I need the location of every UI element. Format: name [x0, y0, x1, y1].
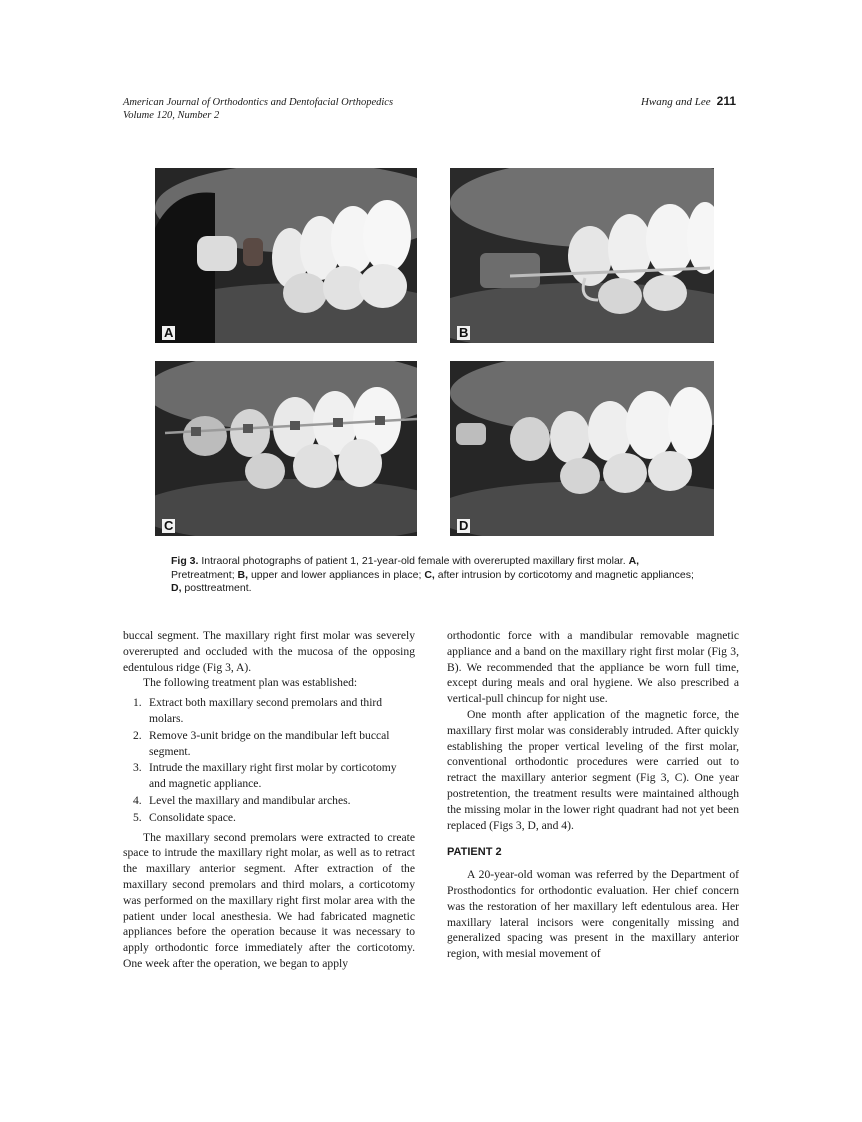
panel-label-d: D — [459, 518, 469, 533]
list-item: 2. Remove 3-unit bridge on the mandibular left buccal segment. — [133, 728, 390, 758]
page-number: 211 — [716, 94, 736, 108]
journal-title: American Journal of Orthodontics and Dentofacial Orthopedics — [123, 97, 394, 108]
photo-b-image — [450, 168, 714, 343]
photo-d-image — [450, 361, 714, 536]
authors: Hwang and Lee — [640, 96, 711, 108]
photo-panel-d — [450, 361, 714, 536]
photo-a-image — [155, 168, 417, 343]
paragraph: A 20-year-old woman was referred by the Department of Prosthodontics for orthodontic evaluation. Her chief concern was the restoration of her maxillary left edentulous area. Her maxillary lateral incisors were congenitally missing and generalized spacing was present in the maxillary anterior region, with mesial movement of — [447, 868, 739, 961]
paragraph: The maxillary second premolars were extracted to create space to intrude the maxillary right molar, as well as to retract the maxillary anterior segment. After extraction of the maxillary second premolars and third molars, a corticotomy was performed on the maxillary right first molar area with the patient under local anesthesia. We had fabricated magnetic appliances before the operation because it was necessary to apply orthodontic force immediately after the corticotomy. One week after the operation, we began to apply — [123, 830, 415, 970]
photo-c-image — [155, 361, 417, 536]
treatment-plan-list — [123, 695, 415, 825]
panel-label-a: A — [164, 325, 174, 340]
running-header-left — [123, 96, 393, 122]
panel-label-b: B — [459, 325, 469, 340]
list-item: 3. Intrude the maxillary right first molar by corticotomy and magnetic appliance. — [133, 761, 397, 791]
photo-panel-b — [450, 168, 714, 343]
body-column-left — [123, 628, 415, 972]
body-column-right — [447, 628, 739, 962]
journal-volume: Volume 120, Number 2 — [123, 110, 220, 121]
list-item: 4. Level the maxillary and mandibular arches. — [133, 793, 351, 807]
list-item: 5. Consolidate space. — [133, 810, 236, 824]
panel-label-c: C — [164, 518, 174, 533]
paragraph: orthodontic force with a mandibular removable magnetic appliance and a band on the maxillary right first molar (Fig 3, B). We recommended that the appliance be worn full time, except during meals and oral hygiene. We also prescribed a vertical-pull chincup for night use. — [447, 629, 739, 706]
photo-panel-a — [155, 168, 417, 343]
figure-caption: Fig 3. Intraoral photographs of patient 1, 21-year-old female with overerupted maxillary first molar. A, Pretreatment; B, upper and lower appliances in place; C, after intrusion by corticotomy and magnetic appliances; D, posttreatment. — [171, 555, 694, 594]
running-header-right — [641, 94, 736, 108]
section-heading: PATIENT 2 — [447, 846, 502, 859]
list-item: 1. Extract both maxillary second premolars and third molars. — [133, 696, 383, 725]
paragraph: buccal segment. The maxillary right first molar was severely overerupted and occluded with the mucosa of the opposing edentulous ridge (Fig 3, A). — [123, 629, 415, 674]
paragraph: The following treatment plan was established: — [143, 676, 358, 690]
caption-fig-label: Fig 3. — [171, 555, 199, 567]
photo-panel-c — [155, 361, 417, 536]
paragraph: One month after application of the magnetic force, the maxillary first molar was considerably intruded. After quickly establishing the proper vertical leveling of the first molar, conventional orthodontic procedures were carried out to retract the maxillary anterior segment (Fig 3, C). One year postretention, the treatment results were maintained although the missing molar in the lower right quadrant had not yet been replaced (Figs 3, D, and 4). — [447, 707, 739, 832]
